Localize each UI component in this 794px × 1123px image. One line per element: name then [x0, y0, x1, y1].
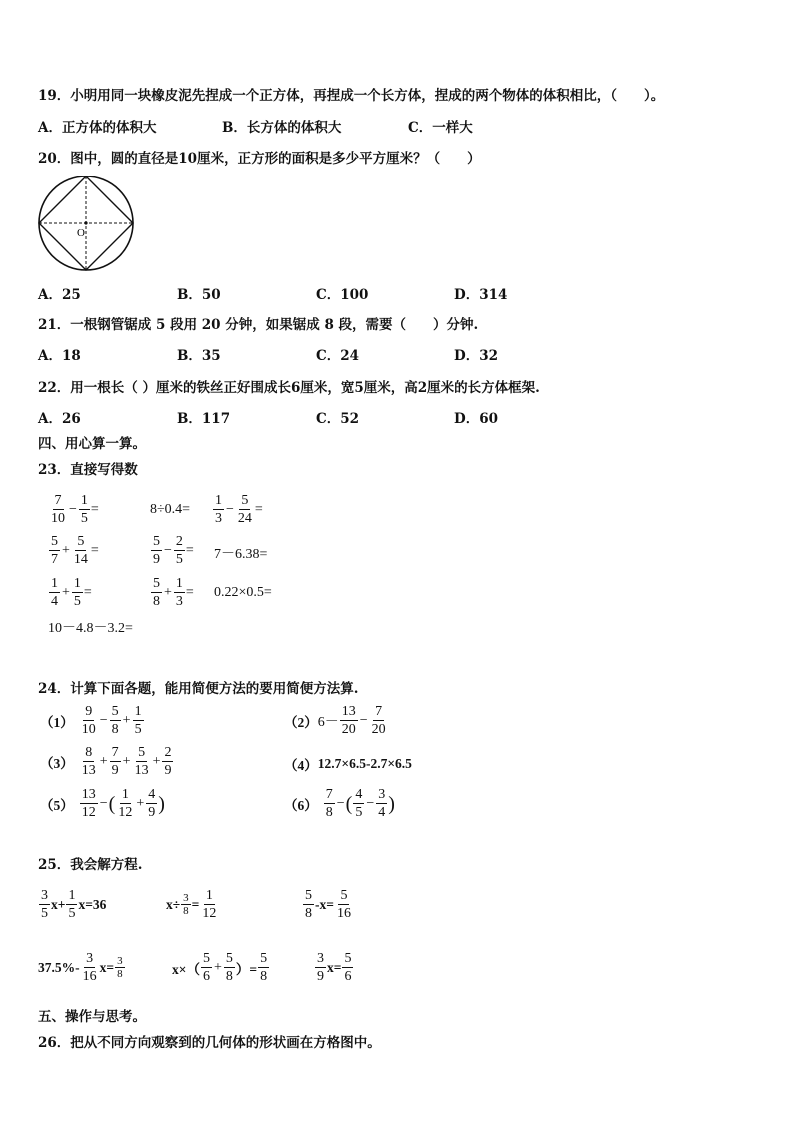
q22-option-d[interactable]: D．60 — [454, 411, 498, 427]
q23-item-10: 10－4.8－3.2= — [48, 621, 133, 636]
q21-option-c[interactable]: C．24 — [316, 348, 360, 364]
q19-option-a[interactable]: A．正方体的体积大 — [38, 120, 157, 136]
q24-item-4: （4） 12.7×6.5-2.7×6.5 — [284, 756, 412, 773]
q20-option-b[interactable]: B．50 — [177, 287, 221, 303]
q25-eq-4: 37.5%- $\frac{3}{16}$ x= $\frac{3}{8}$ — [38, 951, 123, 984]
q20-option-a[interactable]: A．25 — [38, 287, 81, 303]
q22-text: 22．用一根长（ ）厘米的铁丝正好围成长6厘米，宽5厘米，高2厘米的长方体框架. — [38, 380, 540, 396]
q25-eq-3: $\frac{5}{8}$ -x= $\frac{5}{16}$ — [305, 888, 351, 921]
q20-text: 20．图中，圆的直径是10厘米，正方形的面积是多少平方厘米？（ ） — [38, 151, 481, 167]
q19-text: 19．小明用同一块橡皮泥先捏成一个正方体，再捏成一个长方体，捏成的两个物体的体积相比，（ ）。 — [38, 88, 665, 104]
center-point — [84, 221, 87, 224]
q24-text: 24．计算下面各题，能用简便方法的要用简便方法算. — [38, 681, 359, 697]
q21-option-b[interactable]: B．35 — [177, 348, 221, 364]
q24-item-3: （3） $\frac{8}{13}$ + $\frac{7}{9}$ + $\frac{5}{13}$ + $\frac{2}{9}$ — [40, 745, 172, 778]
q23-item-5: $\frac{5}{9}$ − $\frac{2}{5}$ = — [153, 534, 194, 567]
q24-item-5: （5） $\frac{13}{12}$ − ( $\frac{1}{12}$ + $\frac{4}{9}$ ) — [40, 787, 165, 820]
q24-item-6: （6） $\frac{7}{8}$ − ( $\frac{4}{5}$ − $\frac{3}{4}$ ) — [284, 787, 395, 820]
q25-eq-5: x×（ $\frac{5}{6}$ + $\frac{5}{8}$ ）= $\frac{5}{8}$ — [172, 951, 268, 984]
q23-text: 23．直接写得数 — [38, 462, 138, 478]
q22-option-b[interactable]: B．117 — [177, 411, 231, 427]
q19-option-c[interactable]: C．一样大 — [408, 120, 473, 136]
q24-item-1: （1） $\frac{9}{10}$ − $\frac{5}{8}$ + $\frac{1}{5}$ — [40, 704, 142, 737]
q23-item-9: 0.22×0.5= — [214, 585, 272, 600]
q23-item-7: $\frac{1}{4}$ + $\frac{1}{5}$ = — [51, 576, 92, 609]
q21-option-d[interactable]: D．32 — [454, 348, 498, 364]
section-5-heading: 五、操作与思考。 — [38, 1009, 146, 1025]
q23-item-1: $\frac{7}{10}$ − $\frac{1}{5}$ = — [51, 493, 99, 526]
q25-eq-1: $\frac{3}{5}$ x+ $\frac{1}{5}$ x=36 — [41, 888, 107, 921]
q22-option-a[interactable]: A．26 — [38, 411, 81, 427]
center-label: O — [77, 227, 85, 239]
q23-item-4: $\frac{5}{7}$ + $\frac{5}{14}$ = — [51, 534, 99, 567]
q23-item-3: $\frac{1}{3}$ − $\frac{5}{24}$ = — [215, 493, 263, 526]
section-4-heading: 四、用心算一算。 — [38, 436, 146, 452]
q20-option-c[interactable]: C．100 — [316, 287, 369, 303]
q21-option-a[interactable]: A．18 — [38, 348, 81, 364]
q21-text: 21．一根钢管锯成 5 段用 20 分钟，如果锯成 8 段，需要（ ）分钟. — [38, 317, 479, 333]
q25-eq-2: x÷ $\frac{3}{8}$ = $\frac{1}{12}$ — [166, 888, 217, 921]
q22-option-c[interactable]: C．52 — [316, 411, 360, 427]
q23-item-8: $\frac{5}{8}$ + $\frac{1}{3}$ = — [153, 576, 194, 609]
q20-option-d[interactable]: D．314 — [454, 287, 508, 303]
q24-item-2: （2） 6－ $\frac{13}{20}$ − $\frac{7}{20}$ — [284, 704, 386, 737]
q25-text: 25．我会解方程. — [38, 857, 143, 873]
circle-square-figure — [36, 176, 140, 276]
q23-item-6: 7－6.38= — [214, 547, 268, 562]
q23-item-2: 8÷0.4= — [150, 502, 191, 517]
q25-eq-6: $\frac{3}{9}$ x= $\frac{5}{6}$ — [317, 951, 352, 984]
q19-option-b[interactable]: B．长方体的体积大 — [222, 120, 342, 136]
q26-text: 26．把从不同方向观察到的几何体的形状画在方格图中。 — [38, 1035, 381, 1051]
